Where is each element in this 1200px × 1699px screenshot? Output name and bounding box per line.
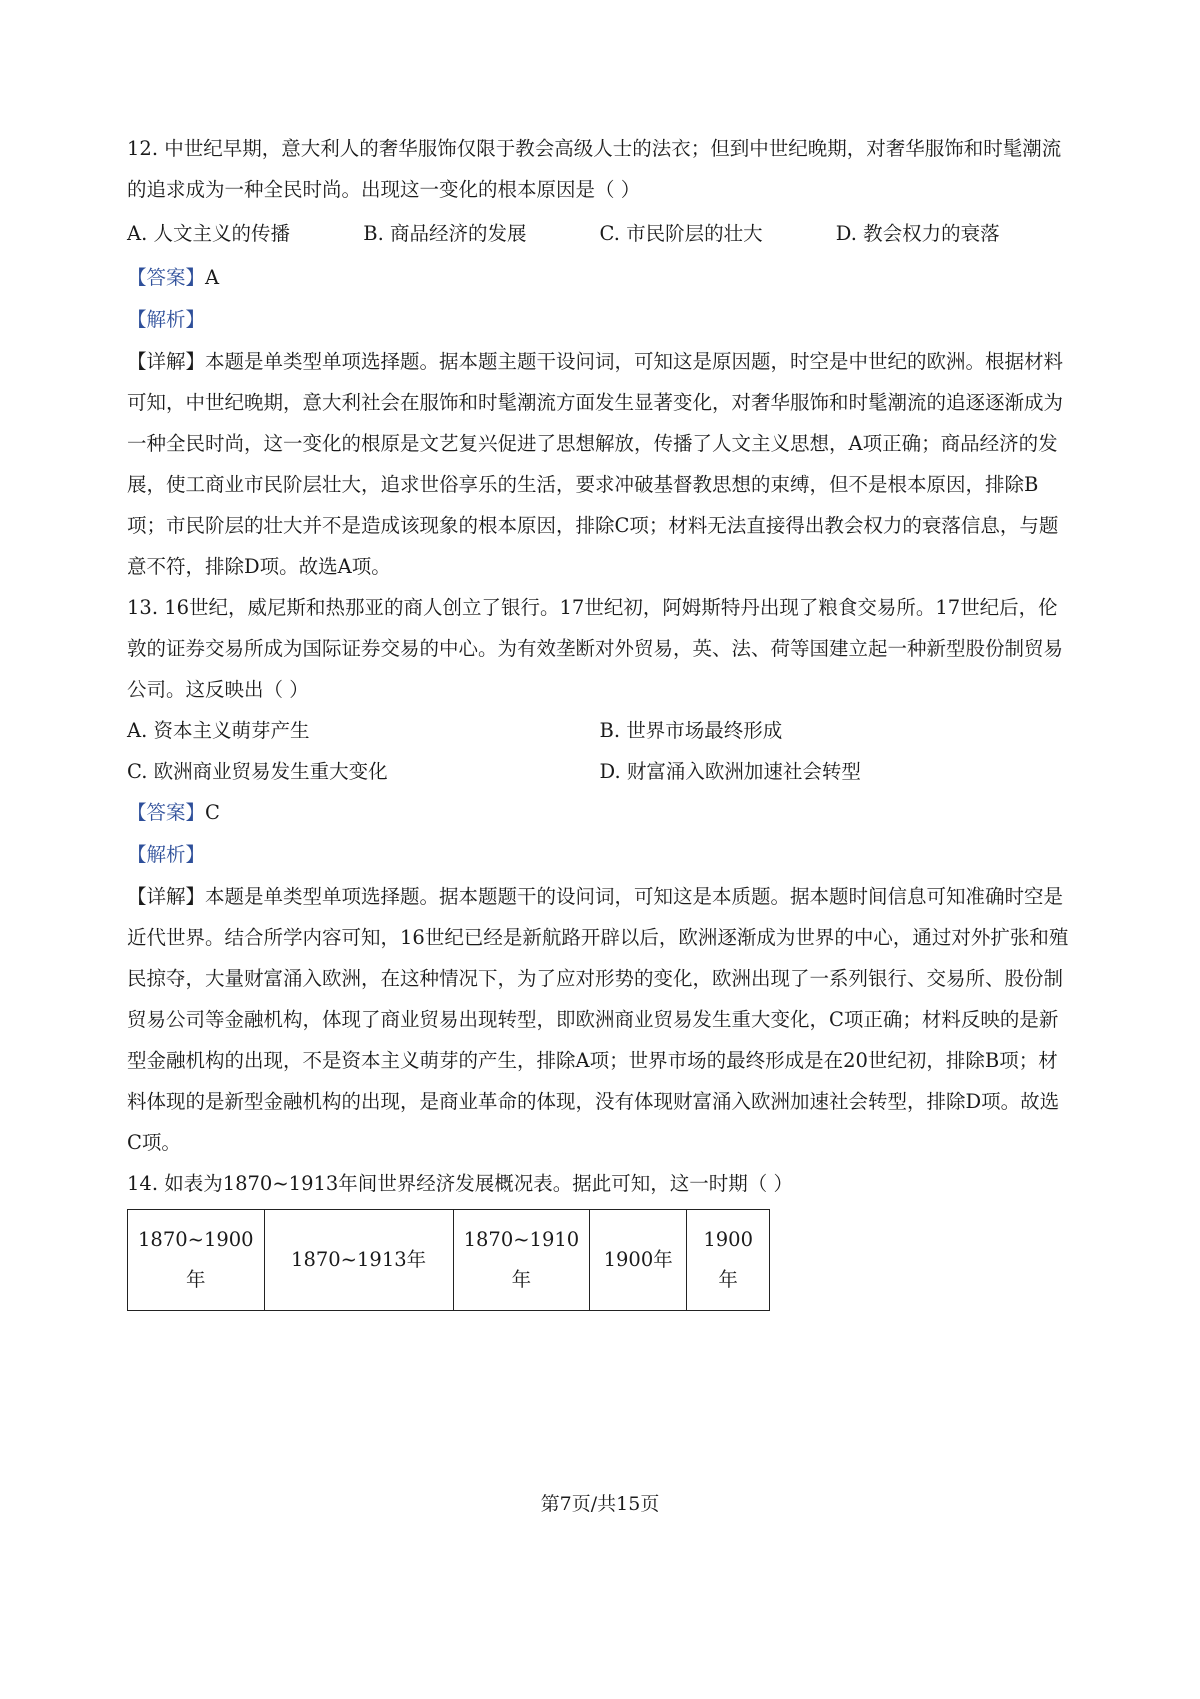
q12-option-b: B. 商品经济的发展 <box>363 222 527 245</box>
q12-stem: 12. 中世纪早期，意大利人的奢华服饰仅限于教会高级人士的法衣；但到中世纪晚期，对奢华服饰和时髦潮流的追求成为一种全民时尚。出现这一变化的根本原因是（ ） <box>127 137 1062 201</box>
q13-detail <box>127 876 1072 1163</box>
page-content <box>127 128 1072 1311</box>
table-header-cell: 1900年 <box>687 1210 770 1311</box>
page-number-footer: 第7页/共15页 <box>540 1493 660 1515</box>
q12-answer-tag: 【答案】 <box>127 266 206 289</box>
table-header-cell: 1900年 <box>590 1210 687 1311</box>
table-header-row <box>128 1210 770 1311</box>
q12-detail-tag: 【详解】 <box>127 350 206 373</box>
q13-option-a: A. 资本主义萌芽产生 <box>127 719 310 742</box>
q12-option-a: A. 人文主义的传播 <box>127 222 290 245</box>
economy-table <box>127 1209 770 1311</box>
q13-stem: 13. 16世纪，威尼斯和热那亚的商人创立了银行。17世纪初，阿姆斯特丹出现了粮食交易所。17世纪后，伦敦的证券交易所成为国际证券交易的中心。为有效垄断对外贸易，英、法、荷等国建立起一种新型股份制贸易公司。这反映出（ ） <box>127 596 1064 701</box>
table-header-cell: 1870~1900年 <box>128 1210 265 1311</box>
q13-options-row-2 <box>127 751 1072 792</box>
q12-analysis-tag: 【解析】 <box>127 308 206 331</box>
table-header-cell: 1870~1913年 <box>264 1210 453 1311</box>
q13-detail-tag: 【详解】 <box>127 885 206 908</box>
q13-options-row-1 <box>127 710 1072 751</box>
q13-answer-value: C <box>205 801 220 824</box>
q13-analysis <box>127 834 1072 876</box>
q13-option-b: B. 世界市场最终形成 <box>599 719 783 742</box>
q12-detail <box>127 341 1072 587</box>
q12-detail-text: 本题是单类型单项选择题。据本题主题干设问词，可知这是原因题，时空是中世纪的欧洲。根据材料可知，中世纪晚期，意大利社会在服饰和时髦潮流方面发生显著变化，对奢华服饰和时髦潮流的追逐逐渐成为一种全民时尚，这一变化的根原是文艺复兴促进了思想解放，传播了人文主义思想，A项正确；商品经济的发展，使工商业市民阶层壮大，追求世俗享乐的生活，要求冲破基督教思想的束缚，但不是根本原因，排除B项；市民阶层的壮大并不是造成该现象的根本原因，排除C项；材料无法直接得出教会权力的衰落信息，与题意不符，排除D项。故选A项。 <box>127 350 1064 578</box>
q13-answer <box>127 792 1072 834</box>
q12-option-c: C. 市民阶层的壮大 <box>599 222 763 245</box>
q12-answer-value: A <box>205 266 220 289</box>
q13-answer-tag: 【答案】 <box>127 801 206 824</box>
q13-option-c: C. 欧洲商业贸易发生重大变化 <box>127 760 388 783</box>
q12-options <box>127 213 1072 254</box>
q13-detail-text: 本题是单类型单项选择题。据本题题干的设问词，可知这是本质题。据本题时间信息可知准确时空是近代世界。结合所学内容可知，16世纪已经是新航路开辟以后，欧洲逐渐成为世界的中心，通过对外扩张和殖民掠夺，大量财富涌入欧洲，在这种情况下，为了应对形势的变化，欧洲出现了一系列银行、交易所、股份制贸易公司等金融机构，体现了商业贸易出现转型，即欧洲商业贸易发生重大变化，C项正确；材料反映的是新型金融机构的出现，不是资本主义萌芽的产生，排除A项；世界市场的最终形成是在20世纪初，排除B项；材料体现的是新型金融机构的出现，是商业革命的体现，没有体现财富涌入欧洲加速社会转型，排除D项。故选C项。 <box>127 885 1069 1154</box>
q12-answer <box>127 257 1072 299</box>
q14-stem: 14. 如表为1870~1913年间世界经济发展概况表。据此可知，这一时期（ ） <box>127 1172 793 1195</box>
q13-option-d: D. 财富涌入欧洲加速社会转型 <box>599 760 861 783</box>
q13-analysis-tag: 【解析】 <box>127 843 206 866</box>
table-header-cell: 1870~1910年 <box>453 1210 590 1311</box>
q12-analysis <box>127 299 1072 341</box>
q12-option-d: D. 教会权力的衰落 <box>835 222 1000 245</box>
